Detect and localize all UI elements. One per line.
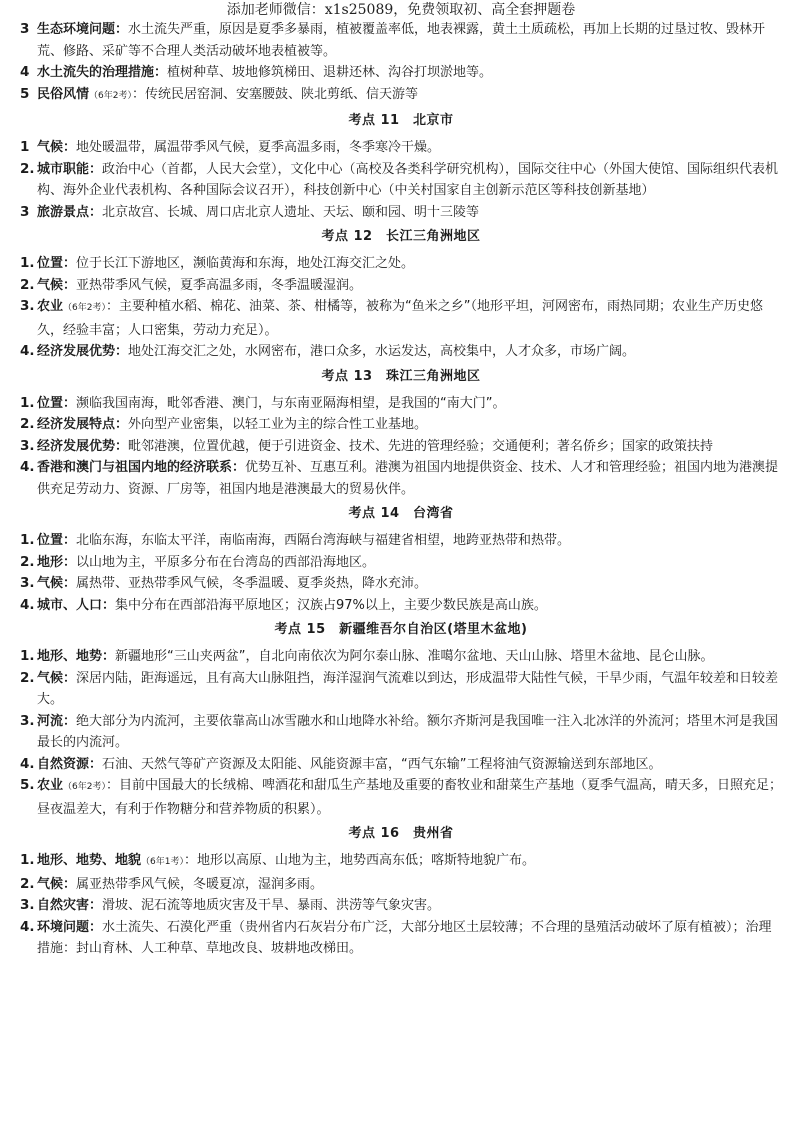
item-content (37, 62, 782, 84)
item-number: 4. (20, 596, 35, 613)
item-text: 以山地为主，平原多分布在台湾岛的西部沿海地区。 (76, 554, 376, 570)
item-label: 地形、地势、地貌 (37, 853, 142, 868)
item-content (37, 775, 782, 820)
item-content (37, 552, 782, 574)
item-number: 2. (20, 276, 35, 293)
list-item (20, 668, 782, 711)
item-text: 地处江海交汇之处，水网密布，港口众多，水运发达，高校集中，人才众多，市场广阔。 (128, 344, 636, 359)
list-item (20, 754, 782, 776)
exam-frequency-note: （6年2考） (89, 90, 132, 101)
item-label: 自然灾害： (37, 898, 103, 913)
list-item (20, 711, 782, 754)
section-heading: 考点 15 新疆维吾尔自治区(塔里木盆地) (274, 622, 528, 637)
item-content (37, 137, 782, 159)
item-text: 石油、天然气等矿产资源及太阳能、风能资源丰富，“西气东输”工程将油气资源输送到东部地区。 (102, 756, 662, 772)
item-number: 4. (20, 918, 35, 935)
item-text: 属亚热带季风气候，冬暖夏凉，湿润多雨。 (76, 876, 324, 892)
item-text: 位于长江下游地区，濒临黄海和东海，地处江海交汇之处。 (76, 256, 415, 271)
item-number: 2. (20, 875, 35, 892)
section-heading: 考点 11 北京市 (348, 113, 454, 128)
item-label: 城市、人口： (37, 597, 116, 613)
item-number: 3 (20, 21, 30, 37)
item-number: 4. (20, 343, 35, 359)
section (20, 504, 782, 616)
item-text: 滑坡、泥石流等地质灾害及干旱、暴雨、洪涝等气象灾害。 (102, 898, 441, 913)
list-item (20, 137, 782, 159)
item-number: 1. (20, 394, 35, 411)
item-label: 自然资源： (37, 756, 103, 772)
item-number: 1. (20, 255, 35, 271)
item-content (37, 19, 782, 62)
list-item (20, 552, 782, 574)
item-number: 1. (20, 648, 35, 664)
item-content (37, 84, 782, 108)
section (20, 227, 782, 363)
item-label: 经济发展优势： (37, 344, 129, 359)
list-item (20, 530, 782, 552)
list-item (20, 573, 782, 595)
item-content (37, 414, 782, 436)
item-text: ：传统民居窑洞、安塞腰鼓、陕北剪纸、信天游等 (131, 86, 418, 102)
item-number: 1. (20, 532, 35, 548)
exam-frequency-note: （6年2考） (63, 782, 106, 792)
section-heading: 考点 12 长江三角洲地区 (321, 229, 481, 244)
item-number: 2. (20, 416, 35, 432)
item-label: 气候： (37, 670, 77, 686)
item-text: 优势互补、互惠互利。港澳为祖国内地提供资金、技术、人才和管理经验；祖国内地为港澳提供充足劳动力、资源、厂房等，祖国内地是港澳最大的贸易伙伴。 (37, 460, 779, 497)
item-content (37, 530, 782, 552)
item-number: 3. (20, 712, 35, 729)
item-text: 亚热带季风气候，夏季高温多雨，冬季温暖湿润。 (76, 277, 363, 293)
item-text: 属热带、亚热带季风气候，冬季温暖、夏季炎热，降水充沛。 (76, 576, 428, 591)
item-content (37, 595, 782, 617)
section (20, 824, 782, 960)
exam-frequency-note: （6年2考） (63, 303, 106, 313)
item-text: ：目前中国最大的长绒棉、啤酒花和甜瓜生产基地及重要的畜牧业和甜菜生产基地（夏季气温高，晴天多，日照充足；昼夜温差大，有利于作物糖分和营养物质的积累）。 (37, 778, 782, 817)
item-content (37, 436, 782, 458)
item-label: 气候： (37, 576, 77, 591)
list-item (20, 296, 782, 341)
item-number: 3. (20, 437, 35, 454)
item-label: 香港和澳门与祖国内地的经济联系： (37, 460, 246, 475)
item-number: 2. (20, 669, 35, 686)
list-item (20, 62, 782, 84)
item-label: 环境问题： (37, 919, 103, 935)
item-content (37, 754, 782, 776)
list-item (20, 414, 782, 436)
item-label: 气候： (37, 876, 77, 892)
item-content (37, 393, 782, 415)
item-content (37, 296, 782, 341)
item-number: 1 (20, 139, 30, 155)
list-item (20, 341, 782, 363)
item-number: 4. (20, 755, 35, 772)
item-text: 绝大部分为内流河，主要依靠高山冰雪融水和山地降水补给。额尔齐斯河是我国唯一注入北冰洋的外流河；塔里木河是我国最长的内流河。 (37, 713, 779, 750)
item-content (37, 275, 782, 297)
list-item (20, 436, 782, 458)
section (20, 620, 782, 820)
item-content (37, 850, 782, 874)
section-heading: 考点 13 珠江三角洲地区 (321, 368, 481, 384)
item-text: 外向型产业密集，以轻工业为主的综合性工业基地。 (128, 417, 428, 432)
item-content (37, 159, 782, 202)
list-item (20, 595, 782, 617)
item-text: ：主要种植水稻、棉花、油菜、茶、柑橘等，被称为“鱼米之乡”（地形平坦，河网密布，雨热同期；农业生产历史悠久，经验丰富；人口密集，劳动力充足）。 (37, 299, 763, 338)
item-content (37, 573, 782, 595)
item-content (37, 646, 782, 668)
item-number: 1. (20, 852, 35, 868)
list-item (20, 253, 782, 275)
item-number: 4 (20, 64, 30, 80)
item-number: 5. (20, 777, 35, 793)
item-label: 城市职能： (37, 161, 103, 177)
item-number: 4. (20, 459, 35, 475)
item-number: 3. (20, 897, 35, 913)
item-content (37, 202, 782, 224)
list-item (20, 19, 782, 62)
list-item (20, 84, 782, 108)
item-number: 2. (20, 160, 35, 177)
section-heading: 考点 14 台湾省 (348, 506, 454, 521)
item-number: 3 (20, 203, 30, 220)
item-text: ：地形以高原、山地为主，地势西高东低；喀斯特地貌广布。 (183, 853, 535, 868)
item-content (37, 457, 782, 500)
item-content (37, 917, 782, 960)
item-label: 位置： (37, 256, 77, 271)
watermark-banner: 添加老师微信：x1s25089，免费领取初、高全套押题卷 (226, 2, 576, 18)
item-label: 气候： (37, 277, 77, 293)
list-item (20, 159, 782, 202)
list-item (20, 275, 782, 297)
item-number: 3. (20, 298, 35, 314)
item-text: 植树种草、坡地修筑梯田、退耕还林、沟谷打坝淤地等。 (167, 65, 493, 80)
item-label: 水土流失的治理措施： (37, 65, 168, 80)
item-label: 经济发展优势： (37, 438, 129, 454)
item-label: 经济发展特点： (37, 417, 129, 432)
item-text: 深居内陆，距海遥远，且有高大山脉阻挡，海洋湿润气流难以到达，形成温带大陆性气候，干旱少雨，气温年较差和日较差大。 (37, 670, 779, 707)
section-heading: 考点 16 贵州省 (348, 826, 454, 841)
document-body (20, 19, 782, 960)
section (20, 19, 782, 107)
item-label: 位置： (37, 395, 77, 411)
list-item (20, 646, 782, 668)
list-item (20, 895, 782, 917)
item-text: 政治中心（首都，人民大会堂），文化中心（高校及各类科学研究机构），国际交往中心（外国大使馆、国际组织代表机构、海外企业代表机构、各种国际会议召开），科技创新中心（中关村国家自主创新示范区等科技创新基地） (37, 161, 779, 198)
section (20, 367, 782, 501)
item-content (37, 253, 782, 275)
item-text: 水土流失严重，原因是夏季多暴雨，植被覆盖率低，地表裸露，黄土土质疏松，再加上长期的过垦过牧、毁林开荒、修路、采矿等不合理人类活动破坏地表植被等。 (37, 22, 766, 59)
item-number: 2. (20, 553, 35, 570)
list-item (20, 202, 782, 224)
list-item (20, 917, 782, 960)
item-text: 集中分布在西部沿海平原地区；汉族占97%以上，主要少数民族是高山族。 (115, 597, 547, 613)
item-text: 毗邻港澳，位置优越，便于引进资金、技术、先进的管理经验；交通便利；著名侨乡；国家的政策扶持 (128, 438, 714, 454)
item-label: 民俗风情 (37, 86, 90, 102)
item-text: 北京故宫、长城、周口店北京人遗址、天坛、颐和园、明十三陵等 (102, 204, 480, 220)
list-item (20, 393, 782, 415)
item-content (37, 895, 782, 917)
item-number: 3. (20, 575, 35, 591)
item-label: 旅游景点： (37, 204, 103, 220)
item-content (37, 341, 782, 363)
item-text: 北临东海，东临太平洋，南临南海，西隔台湾海峡与福建省相望，地跨亚热带和热带。 (76, 533, 571, 548)
item-label: 地形、地势： (37, 649, 116, 664)
item-label: 生态环境问题： (37, 22, 129, 37)
item-number: 5 (20, 85, 30, 102)
item-content (37, 711, 782, 754)
item-text: 濒临我国南海，毗邻香港、澳门，与东南亚隔海相望，是我国的“南大门”。 (76, 395, 506, 411)
list-item (20, 775, 782, 820)
item-label: 农业 (37, 778, 64, 793)
exam-frequency-note: （6年1考） (141, 857, 184, 867)
item-text: 地处暖温带，属温带季风气候，夏季高温多雨，冬季寒冷干燥。 (76, 140, 441, 155)
item-label: 农业 (37, 299, 64, 314)
item-content (37, 668, 782, 711)
item-label: 气候： (37, 140, 77, 155)
item-content (37, 874, 782, 896)
list-item (20, 457, 782, 500)
list-item (20, 874, 782, 896)
item-label: 位置： (37, 533, 77, 548)
item-text: 水土流失、石漠化严重（贵州省内石灰岩分布广泛，大部分地区土层较薄；不合理的垦殖活动破坏了原有植被）；治理措施：封山育林、人工种草、草地改良、坡耕地改梯田。 (37, 919, 772, 956)
item-label: 地形： (37, 554, 77, 570)
item-text: 新疆地形“三山夹两盆”，自北向南依次为阿尔泰山脉、准噶尔盆地、天山山脉、塔里木盆地、昆仑山脉。 (115, 649, 714, 664)
item-label: 河流： (37, 713, 77, 729)
list-item (20, 850, 782, 874)
section (20, 111, 782, 223)
